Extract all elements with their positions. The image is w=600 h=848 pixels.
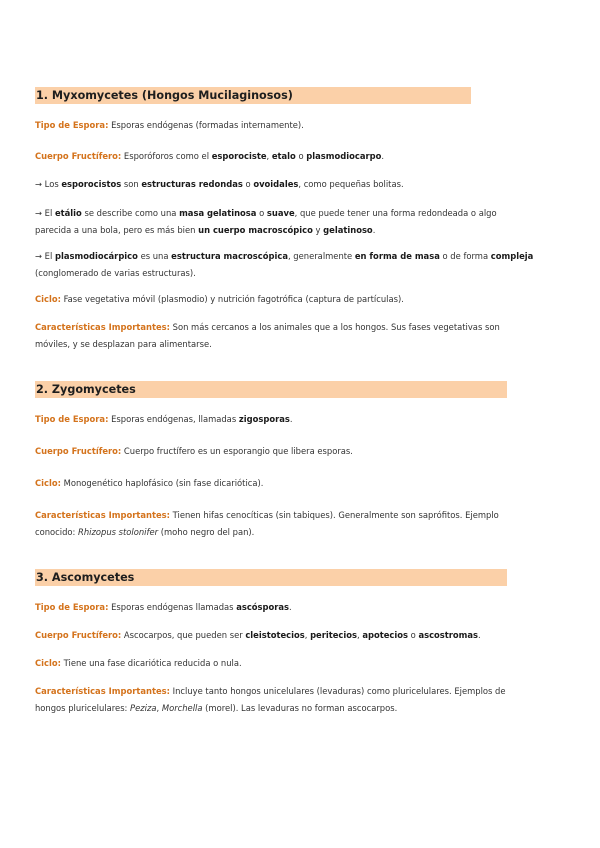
field-label: Cuerpo Fructífero:	[35, 446, 122, 456]
section-heading: 2. Zygomycetes	[35, 381, 507, 398]
section-zygomycetes	[35, 381, 535, 398]
bold-term: estructura macroscópica	[171, 251, 288, 261]
paragraph	[35, 205, 535, 239]
text-run: .	[289, 602, 292, 612]
field-label: Ciclo:	[35, 294, 61, 304]
paragraph	[35, 475, 535, 492]
bold-term: ovoidales	[253, 179, 299, 189]
section-myxomycetes	[35, 87, 535, 104]
text-run: o de forma	[439, 251, 491, 261]
bold-term: masa gelatinosa	[179, 208, 257, 218]
paragraph	[35, 148, 535, 165]
paragraph	[35, 117, 535, 134]
paragraph	[35, 411, 535, 428]
bold-term: un cuerpo macroscópico	[198, 225, 313, 235]
text-run: ,	[156, 703, 162, 713]
bold-term: esporociste	[211, 151, 267, 161]
paragraph	[35, 176, 535, 193]
paragraph	[35, 655, 535, 672]
italic-term: Rhizopus stolonifer	[78, 527, 159, 537]
bold-term: ascostromas	[418, 630, 479, 640]
text-run: .	[289, 414, 293, 424]
text-run: (conglomerado de varias estructuras).	[35, 268, 196, 278]
field-label: Ciclo:	[35, 478, 61, 488]
text-run: (moho negro del pan).	[158, 527, 255, 537]
text-run: o	[408, 630, 419, 640]
bold-term: compleja	[490, 251, 534, 261]
text-run: → El	[35, 208, 55, 218]
field-label: Características Importantes:	[35, 510, 170, 520]
paragraph	[35, 507, 535, 541]
text-run: Tienen hifas cenocíticas (sin tabiques). Generalmente son saprófitos. Ejemplo conocido:	[35, 510, 499, 537]
text-run: ,	[357, 630, 363, 640]
text-run: o	[256, 208, 267, 218]
field-label: Ciclo:	[35, 658, 61, 668]
paragraph	[35, 291, 535, 308]
text-run: .	[372, 225, 376, 235]
section-heading: 1. Myxomycetes (Hongos Mucilaginosos)	[35, 87, 471, 104]
text-run: es una	[137, 251, 172, 261]
text-run: Tiene una fase dicariótica reducida o nula.	[60, 658, 242, 668]
bold-term: gelatinoso	[323, 225, 373, 235]
field-label: Cuerpo Fructífero:	[35, 630, 122, 640]
text-run: (morel). Las levaduras no forman ascocarpos.	[202, 703, 398, 713]
section-heading: 3. Ascomycetes	[35, 569, 507, 586]
text-run: son	[121, 179, 142, 189]
text-run: , como pequeñas bolitas.	[298, 179, 404, 189]
bold-term: apotecios	[362, 630, 408, 640]
paragraph	[35, 627, 535, 644]
text-run: Ascocarpos, que pueden ser	[121, 630, 246, 640]
text-run: Incluye tanto hongos unicelulares (levaduras) como pluricelulares. Ejemplos de hongos pluricelulares:	[35, 686, 506, 713]
text-run: , que puede tener una forma redondeada o algo parecida a una bola, pero es más bien	[35, 208, 497, 235]
bold-term: esporocistos	[61, 179, 122, 189]
bold-term: plasmodiocárpico	[54, 251, 138, 261]
text-run: o	[242, 179, 254, 189]
text-run: Esporas endógenas llamadas	[108, 602, 237, 612]
text-run: Monogenético haplofásico (sin fase dicariótica).	[60, 478, 264, 488]
text-run: , generalmente	[287, 251, 355, 261]
field-label: Cuerpo Fructífero:	[35, 151, 122, 161]
paragraph	[35, 248, 535, 282]
field-label: Características Importantes:	[35, 686, 170, 696]
bold-term: plasmodiocarpo	[306, 151, 382, 161]
text-run: .	[381, 151, 385, 161]
bold-term: ascósporas	[236, 602, 290, 612]
paragraph	[35, 599, 535, 616]
italic-term: Peziza	[130, 703, 157, 713]
text-run: Son más cercanos a los animales que a los hongos. Sus fases vegetativas son móviles, y se desplazan para alimentarse.	[35, 322, 500, 349]
bold-term: en forma de masa	[354, 251, 440, 261]
text-run: .	[478, 630, 481, 640]
text-run: ,	[266, 151, 272, 161]
bold-term: etálio	[54, 208, 82, 218]
text-run: o	[295, 151, 307, 161]
bold-term: peritecios	[310, 630, 357, 640]
italic-term: Morchella	[161, 703, 203, 713]
bold-term: estructuras redondas	[141, 179, 243, 189]
bold-term: suave	[266, 208, 295, 218]
paragraph	[35, 443, 535, 460]
field-label: Tipo de Espora:	[35, 120, 109, 130]
section-ascomycetes	[35, 569, 535, 586]
paragraph	[35, 319, 535, 353]
text-run: → El	[35, 251, 55, 261]
text-run: Esporóforos como el	[121, 151, 212, 161]
text-run: Fase vegetativa móvil (plasmodio) y nutrición fagotrófica (captura de partículas).	[60, 294, 404, 304]
text-run: y	[312, 225, 324, 235]
text-run: → Los	[35, 179, 62, 189]
text-run: Cuerpo fructífero es un esporangio que libera esporas.	[121, 446, 353, 456]
field-label: Características Importantes:	[35, 322, 170, 332]
field-label: Tipo de Espora:	[35, 414, 109, 424]
text-run: ,	[304, 630, 311, 640]
paragraph	[35, 683, 535, 717]
text-run: se describe como una	[81, 208, 180, 218]
text-run: Esporas endógenas (formadas internamente).	[108, 120, 304, 130]
bold-term: zigosporas	[238, 414, 290, 424]
bold-term: cleistotecios	[245, 630, 305, 640]
bold-term: etalo	[271, 151, 296, 161]
text-run: Esporas endógenas, llamadas	[108, 414, 239, 424]
field-label: Tipo de Espora:	[35, 602, 109, 612]
